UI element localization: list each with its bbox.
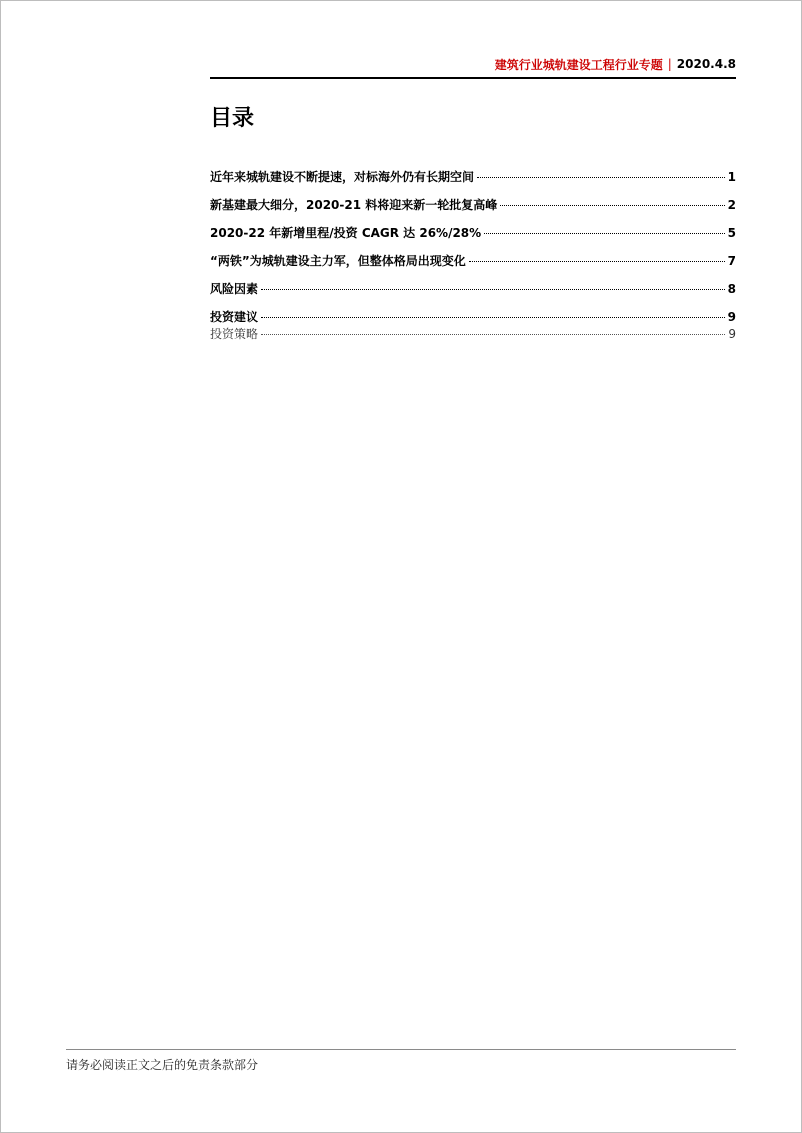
toc-entry[interactable]	[210, 247, 736, 275]
toc-entry-label: 投资策略	[210, 327, 259, 341]
toc-entry[interactable]	[210, 275, 736, 303]
table-of-contents	[210, 163, 736, 343]
report-title: 建筑行业城轨建设工程行业专题	[494, 57, 663, 72]
toc-entry-label: 近年来城轨建设不断提速，对标海外仍有长期空间	[210, 170, 475, 184]
toc-entry-page: 9	[728, 327, 736, 341]
toc-entry-page: 8	[727, 282, 736, 296]
toc-heading: 目录	[210, 106, 255, 131]
toc-dot-leader	[484, 233, 724, 234]
toc-entry-page: 7	[727, 254, 736, 268]
header-separator: |	[667, 57, 672, 71]
toc-entry-label: 2020-22 年新增里程/投资 CAGR 达 26%/28%	[210, 226, 482, 240]
toc-subentry[interactable]	[210, 325, 736, 343]
header-divider	[210, 77, 736, 79]
toc-dot-leader	[469, 261, 725, 262]
toc-entry-label: 风险因素	[210, 282, 259, 296]
toc-entry-label: “两铁”为城轨建设主力军，但整体格局出现变化	[210, 254, 466, 268]
toc-entry-page: 2	[727, 198, 736, 212]
toc-entry[interactable]	[210, 163, 736, 191]
toc-dot-leader	[261, 334, 725, 335]
toc-dot-leader	[477, 177, 725, 178]
toc-entry[interactable]	[210, 219, 736, 247]
page-header	[210, 52, 736, 76]
toc-dot-leader	[261, 289, 725, 290]
footer-divider	[66, 1049, 736, 1050]
toc-entry-label: 新基建最大细分，2020-21 料将迎来新一轮批复高峰	[210, 198, 498, 212]
toc-entry-page: 9	[727, 310, 736, 324]
toc-entry-label: 投资建议	[210, 310, 259, 324]
report-date: 2020.4.8	[676, 57, 736, 71]
disclaimer-note: 请务必阅读正文之后的免责条款部分	[66, 1058, 259, 1072]
toc-dot-leader	[500, 205, 724, 206]
toc-entry[interactable]	[210, 191, 736, 219]
toc-entry-page: 5	[727, 226, 736, 240]
toc-dot-leader	[261, 317, 725, 318]
toc-entry-page: 1	[727, 170, 736, 184]
